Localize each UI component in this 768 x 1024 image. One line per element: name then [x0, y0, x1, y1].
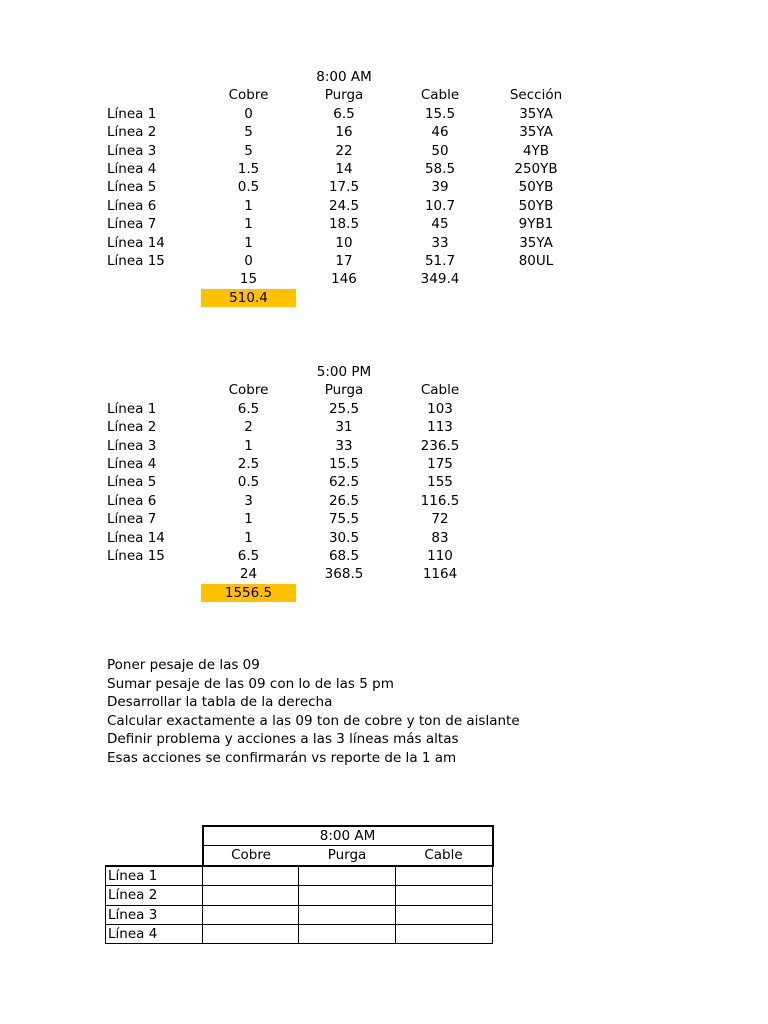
row-label: Línea 3	[107, 437, 157, 454]
cell-purga: 15.5	[328, 456, 360, 473]
totals-row	[105, 565, 488, 583]
total-purga: 368.5	[324, 566, 364, 583]
table-row	[106, 866, 493, 886]
cell-cable: 51.7	[424, 253, 456, 270]
total-cobre: 15	[239, 271, 258, 288]
cell-cable: 46	[431, 124, 449, 141]
cell-purga[interactable]	[299, 905, 396, 924]
cell-cable: 39	[431, 179, 449, 196]
cell-cable: 72	[431, 511, 449, 528]
totals-label	[105, 270, 201, 288]
grand-total: 1556.5	[201, 584, 296, 602]
cell-purga: 24.5	[328, 197, 360, 214]
cell-purga: 33	[335, 437, 353, 454]
cell-cobre: 5	[244, 142, 253, 159]
cell-purga: 22	[335, 142, 353, 159]
empty-cell	[488, 270, 584, 288]
note-line: Definir problema y acciones a las 3 líneas más altas	[107, 731, 459, 748]
row-label: Línea 7	[107, 511, 157, 528]
cell-cable: 58.5	[424, 161, 456, 178]
table-title: 5:00 PM	[316, 364, 372, 380]
row-label: Línea 3	[107, 142, 157, 159]
cell-cobre[interactable]	[203, 905, 299, 924]
cell-cobre: 1.5	[237, 161, 260, 178]
grand-total: 510.4	[201, 289, 296, 307]
cell-cable: 45	[431, 216, 449, 233]
table-row	[105, 197, 584, 215]
cell-cable: 103	[427, 400, 453, 417]
row-label: Línea 6	[107, 197, 157, 214]
row-label: Línea 2	[106, 886, 203, 905]
note-line: Sumar pesaje de las 09 con lo de las 5 pm	[107, 675, 394, 692]
empty-cell	[105, 289, 201, 307]
cell-cable: 50	[431, 142, 449, 159]
row-label: Línea 4	[106, 925, 203, 944]
cell-cobre: 0	[244, 253, 253, 270]
table-row	[105, 455, 488, 473]
row-label: Línea 5	[107, 179, 157, 196]
cell-cobre: 1	[244, 234, 253, 251]
cell-cable: 15.5	[424, 105, 456, 122]
table-5pm	[105, 363, 488, 602]
cell-cable: 155	[427, 474, 453, 491]
cell-cable: 113	[427, 419, 453, 436]
table-row	[106, 886, 493, 905]
table-row	[105, 105, 584, 123]
table-title: 8:00 AM	[316, 69, 372, 85]
cell-cobre: 6.5	[237, 548, 260, 565]
cell-purga: 14	[335, 161, 353, 178]
table-header-row	[105, 381, 488, 399]
totals-label	[105, 565, 201, 583]
table-title-row	[105, 68, 584, 86]
table-header-row	[106, 846, 493, 866]
cell-cable[interactable]	[396, 925, 493, 944]
row-label: Línea 7	[107, 216, 157, 233]
table-row	[105, 160, 584, 178]
cell-purga: 31	[335, 419, 353, 436]
cell-purga: 30.5	[328, 529, 360, 546]
table-row	[105, 215, 584, 233]
empty-cell	[105, 584, 201, 602]
cell-cobre: 1	[244, 529, 253, 546]
cell-purga: 10	[335, 234, 353, 251]
total-cobre: 24	[239, 566, 258, 583]
col-header-purga: Purga	[299, 846, 396, 866]
table-row	[105, 400, 488, 418]
cell-seccion: 250YB	[514, 161, 558, 178]
task-notes	[107, 656, 520, 768]
row-label: Línea 1	[106, 866, 203, 886]
row-label: Línea 1	[107, 105, 157, 122]
cell-seccion: 35YA	[519, 105, 553, 122]
cell-purga: 6.5	[333, 105, 355, 122]
cell-cobre: 1	[244, 197, 253, 214]
row-label: Línea 15	[107, 253, 165, 270]
cell-cobre: 1	[244, 511, 253, 528]
table-header-row	[105, 86, 584, 104]
table-row	[105, 234, 584, 252]
note-line: Calcular exactamente a las 09 ton de cobre y ton de aislante	[107, 712, 520, 729]
cell-seccion: 35YA	[519, 124, 553, 141]
total-purga: 146	[331, 271, 357, 288]
table-row	[105, 473, 488, 491]
cell-cobre: 2.5	[237, 456, 260, 473]
cell-purga[interactable]	[299, 866, 396, 886]
table-row	[106, 925, 493, 944]
cell-cobre[interactable]	[203, 866, 299, 886]
row-label: Línea 3	[106, 905, 203, 924]
row-label: Línea 14	[107, 234, 165, 251]
total-cable: 349.4	[420, 271, 460, 288]
cell-cobre: 3	[244, 492, 253, 509]
cell-cobre[interactable]	[203, 886, 299, 905]
cell-purga: 68.5	[328, 548, 360, 565]
col-header-cobre: Cobre	[228, 382, 269, 399]
table-row	[105, 437, 488, 455]
cell-cobre: 6.5	[237, 400, 260, 417]
table-8am	[105, 68, 584, 307]
cell-purga[interactable]	[299, 925, 396, 944]
cell-purga: 17.5	[328, 179, 360, 196]
cell-cobre: 2	[244, 419, 253, 436]
grand-total-row	[105, 584, 488, 602]
table-row	[105, 492, 488, 510]
table-row	[105, 547, 488, 565]
row-label: Línea 6	[107, 492, 157, 509]
row-label: Línea 2	[107, 419, 157, 436]
col-header-purga: Purga	[324, 382, 364, 399]
cell-seccion: 50YB	[518, 179, 554, 196]
cell-purga: 17	[335, 253, 353, 270]
table-row	[106, 905, 493, 924]
table-title: 8:00 AM	[203, 826, 493, 846]
cell-purga: 25.5	[328, 400, 360, 417]
cell-cable: 236.5	[420, 437, 460, 454]
row-label: Línea 5	[107, 474, 157, 491]
row-label: Línea 15	[107, 548, 165, 565]
col-header-cobre: Cobre	[203, 846, 299, 866]
cell-cobre: 0.5	[237, 179, 260, 196]
table-row	[105, 418, 488, 436]
cell-cobre: 0.5	[237, 474, 260, 491]
cell-cobre: 0	[244, 105, 253, 122]
table-title-row	[105, 363, 488, 381]
cell-purga: 16	[335, 124, 353, 141]
cell-cobre: 5	[244, 124, 253, 141]
cell-cobre: 1	[244, 216, 253, 233]
row-label: Línea 4	[107, 161, 157, 178]
cell-cobre[interactable]	[203, 925, 299, 944]
cell-seccion: 50YB	[518, 197, 554, 214]
col-header-cobre: Cobre	[228, 87, 269, 104]
table-empty-8am	[105, 825, 494, 944]
row-label: Línea 14	[107, 529, 165, 546]
note-line: Desarrollar la tabla de la derecha	[107, 694, 333, 711]
cell-purga: 26.5	[328, 492, 360, 509]
totals-row	[105, 270, 584, 288]
cell-cable[interactable]	[396, 886, 493, 905]
note-line: Poner pesaje de las 09	[107, 657, 260, 673]
cell-seccion: 80UL	[518, 253, 554, 270]
table-title-row	[106, 826, 493, 846]
cell-purga: 75.5	[328, 511, 360, 528]
table-row	[105, 178, 584, 196]
cell-cable: 33	[431, 234, 449, 251]
total-cable: 1164	[422, 566, 458, 583]
col-header-purga: Purga	[324, 87, 364, 104]
cell-cable: 110	[427, 548, 453, 565]
table-row	[105, 142, 584, 160]
cell-cable: 116.5	[420, 492, 460, 509]
table-row	[105, 510, 488, 528]
cell-cobre: 1	[244, 437, 253, 454]
row-label: Línea 4	[107, 456, 157, 473]
cell-cable: 83	[431, 529, 449, 546]
table-row	[105, 123, 584, 141]
col-header-seccion: Sección	[509, 87, 563, 104]
cell-cable: 10.7	[424, 197, 456, 214]
row-label: Línea 2	[107, 124, 157, 141]
cell-purga: 18.5	[328, 216, 360, 233]
cell-seccion: 9YB1	[518, 216, 554, 233]
cell-purga: 62.5	[328, 474, 360, 491]
grand-total-row	[105, 289, 584, 307]
cell-seccion: 35YA	[519, 234, 553, 251]
col-header-cable: Cable	[420, 382, 460, 399]
col-header-cable: Cable	[420, 87, 460, 104]
table-row	[105, 529, 488, 547]
cell-seccion: 4YB	[522, 142, 550, 159]
row-label: Línea 1	[107, 400, 157, 417]
cell-cable: 175	[427, 456, 453, 473]
col-header-cable: Cable	[396, 846, 493, 866]
table-row	[105, 252, 584, 270]
cell-cable[interactable]	[396, 866, 493, 886]
cell-cable[interactable]	[396, 905, 493, 924]
cell-purga[interactable]	[299, 886, 396, 905]
note-line: Esas acciones se confirmarán vs reporte de la 1 am	[107, 749, 457, 766]
